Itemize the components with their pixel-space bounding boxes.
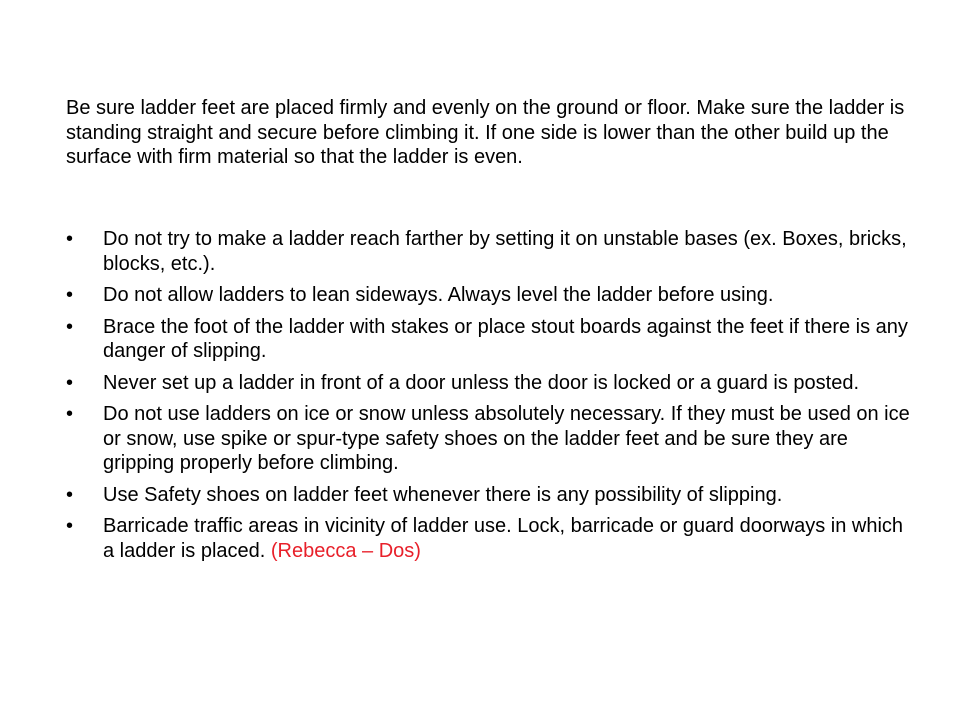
bullet-item [66, 483, 916, 508]
author-credit: (Rebecca – Dos) [270, 539, 421, 562]
intro-paragraph: Be sure ladder feet are placed firmly and evenly on the ground or floor. Make sure the ladder is standing straight and secure before climbing it. If one side is lower than the other build up the surface with firm material so that the ladder is even. [66, 97, 905, 168]
bullet-text: Barricade traffic areas in vicinity of ladder use. Lock, barricade or guard doorways in which a ladder is placed. [103, 515, 904, 562]
bullet-text: Do not try to make a ladder reach farther by setting it on unstable bases (ex. Boxes, bricks, blocks, etc.). [103, 228, 907, 275]
bullet-item [66, 315, 916, 364]
bullet-item [66, 283, 916, 308]
bullet-icon: • [66, 284, 74, 306]
bullet-text: Do not use ladders on ice or snow unless absolutely necessary. If they must be used on ice or snow, use spike or spur-type safety shoes on the ladder feet and be sure they are gripping properly before climbing. [103, 403, 910, 474]
bullet-text: Use Safety shoes on ladder feet whenever there is any possibility of slipping. [103, 483, 783, 506]
bullet-text: Never set up a ladder in front of a door unless the door is locked or a guard is posted. [103, 371, 859, 394]
bullet-icon: • [66, 371, 74, 394]
bullet-list [66, 227, 916, 570]
bullet-icon: • [66, 315, 74, 338]
bullet-icon: • [66, 515, 74, 537]
bullet-item [66, 402, 916, 476]
bullet-item [66, 227, 916, 276]
bullet-item [66, 514, 916, 563]
bullet-icon: • [66, 228, 74, 250]
bullet-item [66, 371, 916, 396]
bullet-icon: • [66, 403, 74, 425]
bullet-icon: • [66, 483, 74, 506]
bullet-text: Do not allow ladders to lean sideways. Always level the ladder before using. [103, 284, 774, 306]
bullet-text: Brace the foot of the ladder with stakes or place stout boards against the feet if there is any danger of slipping. [103, 315, 908, 362]
